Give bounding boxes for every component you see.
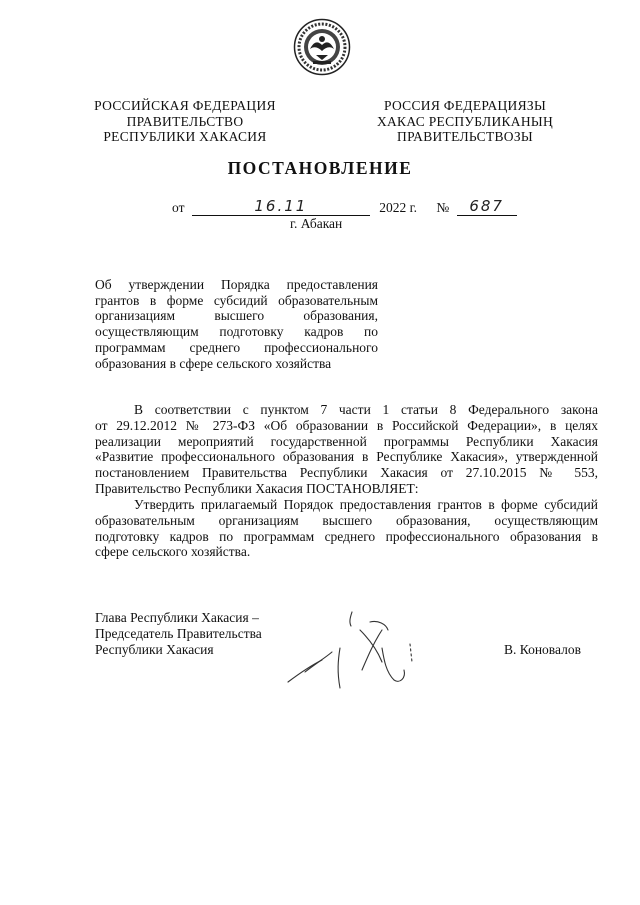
paragraph-line: «Развитие профессионального образования в Республике Хакасия», утвержденной — [95, 449, 598, 465]
subject-line: Об утверждении Порядка предоставления — [95, 277, 378, 292]
signatory-name: В. Коновалов — [504, 642, 581, 657]
header-right-line-1: РОССИЯ ФЕДЕРАЦИЯЗЫ — [383, 98, 547, 113]
header-left-line-2: ПРАВИТЕЛЬСТВО — [126, 113, 244, 129]
signatory-position-line: Председатель Правительства — [95, 626, 262, 641]
header-right-block — [350, 98, 580, 145]
date-field — [192, 197, 370, 216]
number-sign: № — [436, 200, 450, 215]
paragraph-line: постановлением Правительства Республики Хакасия от 27.10.2015 № 553, — [95, 465, 598, 481]
paragraph-line: Правительство Республики Хакасия ПОСТАНОВЛЯЕТ: — [95, 480, 419, 496]
paragraph-line: образовательным организациям высшего образования, осуществляющим — [95, 512, 598, 528]
handwritten-date: 16.11 — [254, 197, 308, 215]
paragraph-line: Утвердить прилагаемый Порядок предоставления грантов в форме субсидий — [134, 497, 598, 512]
date-prefix: от — [172, 200, 185, 215]
signatory-position — [95, 610, 262, 658]
subject-line: грантов в форме субсидий образовательным — [95, 292, 378, 308]
header-left-line-1: РОССИЙСКАЯ ФЕДЕРАЦИЯ — [94, 98, 276, 113]
paragraph-line: сфере сельского хозяйства. — [95, 544, 251, 560]
paragraph-preamble — [95, 402, 598, 497]
paragraph-line: В соответствии с пунктом 7 части 1 статьи 8 Федерального закона — [134, 402, 598, 417]
subject-line: образования в сфере сельского хозяйства — [95, 355, 332, 371]
subject-line: программам среднего профессионального — [95, 339, 378, 355]
header-right-line-3: ПРАВИТЕЛЬСТВОЗЫ — [397, 129, 533, 144]
paragraph-line: от 29.12.2012 № 273-ФЗ «Об образовании в Российской Федерации», в целях — [95, 417, 598, 433]
paragraph-resolution — [95, 497, 598, 560]
subject-line: организациям высшего образования, — [95, 308, 378, 324]
header-left-line-3: РЕСПУБЛИКИ ХАКАСИЯ — [103, 129, 267, 144]
year-label: 2022 г. — [379, 200, 417, 215]
handwritten-number: 687 — [469, 197, 504, 215]
header-right-line-2: ХАКАС РЕСПУБЛИКАНЫҢ — [376, 113, 554, 129]
coat-of-arms-emblem — [293, 18, 351, 76]
paragraph-line: реализации мероприятий государственной программы Республики Хакасия — [95, 433, 598, 449]
paragraph-line: подготовку кадров по программам среднего профессионального образования в — [95, 528, 598, 544]
date-line — [172, 197, 517, 216]
city-label: г. Абакан — [290, 216, 343, 231]
number-field — [457, 197, 517, 216]
signatory-position-line: Глава Республики Хакасия – — [95, 610, 259, 625]
subject-block — [95, 277, 378, 371]
header-left-block — [80, 98, 290, 145]
subject-line: осуществляющим подготовку кадров по — [95, 324, 378, 340]
signatory-position-line: Республики Хакасия — [95, 642, 214, 657]
document-title: ПОСТАНОВЛЕНИЕ — [227, 158, 413, 178]
handwritten-signature — [270, 600, 430, 700]
